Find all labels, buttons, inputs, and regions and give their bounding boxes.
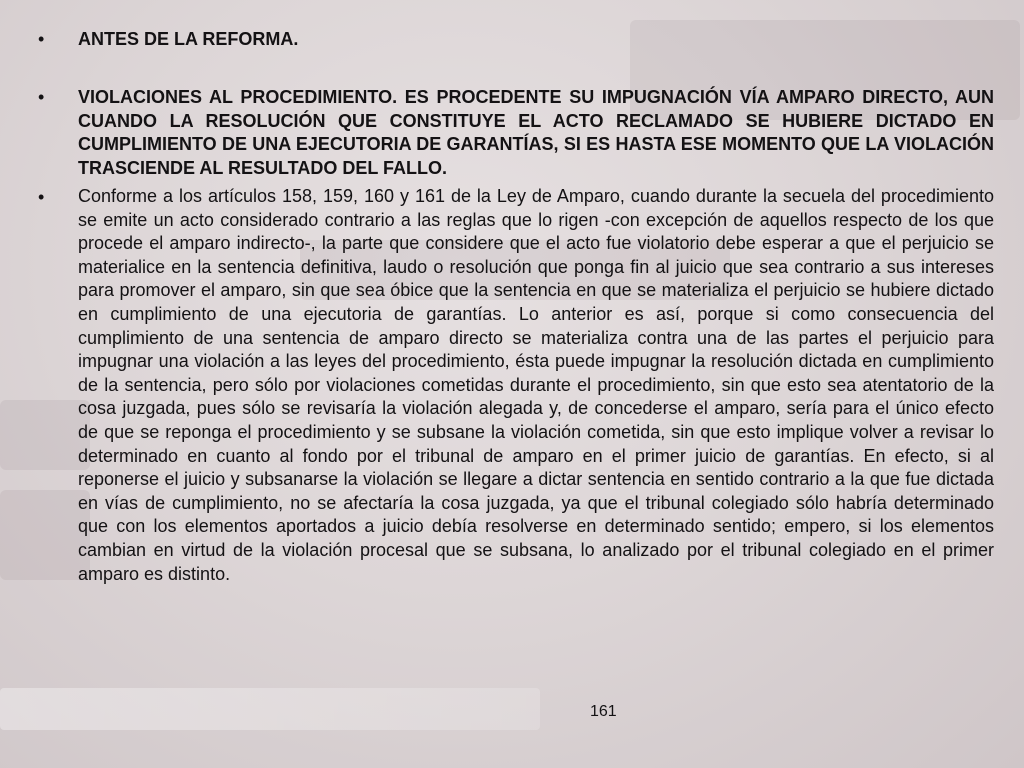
thesis-body: Conforme a los artículos 158, 159, 160 y 161 de la Ley de Amparo, cuando durante la secuela del procedimiento se emite un acto considerado contrario a las reglas que lo rigen -con excepción de aquellos respecto de los que procede el amparo indirecto-, la parte que considere que el acto fue violatorio debe esperar a que el perjuicio se materialice en la sentencia definitiva, laudo o resolución que ponga fin al juicio que sea contrario a sus intereses para promover el amparo, sin que sea óbice que la sentencia en que se materializa el perjuicio se hubiere dictado en cumplimiento de una ejecutoria de garantías. Lo anterior es así, porque si como consecuencia del cumplimiento de una sentencia de amparo directo se materializa contra una de las partes el perjuicio para impugnar una violación a las leyes del procedimiento, ésta puede impugnar la resolución dictada en cumplimiento de la sentencia, pero sólo por violaciones cometidas durante el procedimiento, sin que esto sea atentatorio de la cosa juzgada, pues sólo se revisaría la violación alegada y, de concederse el amparo, sería para el único efecto de que se reponga el procedimiento y se subsane la violación cometida, sin que esto implique volver a revisar lo determinado en cuanto al fondo por el tribunal de amparo en el primer juicio de garantías. En efecto, si al reponerse el juicio y subsanarse la violación se llegare a dictar sentencia en sentido contrario a la que fue dictada en vías de cumplimiento, no se afectaría la cosa juzgada, ya que el tribunal colegiado sólo habría determinado que con los elementos aportados a juicio debía resolverse en determinado sentido; empero, si los elementos cambian en virtud de la violación procesal que se subsana, lo analizado por el tribunal colegiado en el primer amparo es distinto. [78, 186, 994, 584]
bullet-marker: • [38, 187, 45, 207]
thesis-title: VIOLACIONES AL PROCEDIMIENTO. ES PROCEDENTE SU IMPUGNACIÓN VÍA AMPARO DIRECTO, AUN CUANDO LA RESOLUCIÓN QUE CONSTITUYE EL ACTO RECLAMADO SE HUBIERE DICTADO EN CUMPLIMIENTO DE UNA EJECUTORIA DE GARANTÍAS, SI ES HASTA ESE MOMENTO QUE LA VIOLACIÓN TRASCIENDE AL RESULTADO DEL FALLO. [78, 87, 994, 178]
bullet-marker: • [38, 87, 45, 107]
bullet-marker: • [38, 29, 45, 49]
page-number: 161 [590, 703, 617, 720]
heading-antes-de-la-reforma: ANTES DE LA REFORMA. [78, 29, 299, 49]
